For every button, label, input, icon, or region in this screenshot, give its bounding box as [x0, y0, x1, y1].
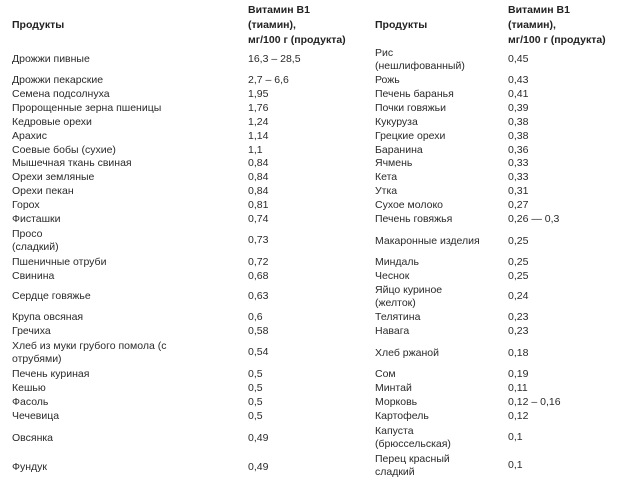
left-vitamin-value: 0,49 — [248, 432, 269, 444]
product-name-line: Кедровые орехи — [12, 116, 92, 128]
left-product-name — [12, 290, 91, 303]
product-name-line: Пшеничные отруби — [12, 256, 107, 268]
left-vitamin-value: 0,49 — [248, 461, 269, 473]
left-vitamin-value: 0,63 — [248, 290, 269, 302]
product-name-line: Дрожжи пекарские — [12, 74, 104, 86]
right-product-name — [375, 47, 465, 73]
right-vitamin-value: 0,39 — [508, 102, 529, 114]
right-product-name — [375, 410, 429, 423]
left-product-name — [12, 461, 47, 474]
right-product-name — [375, 425, 451, 451]
right-vitamin-value: 0,27 — [508, 199, 529, 211]
left-product-name — [12, 368, 89, 381]
product-name-line: Пророщенные зерна пшеницы — [12, 102, 162, 114]
product-name-line: Печень куриная — [12, 368, 90, 380]
left-products-header: Продукты — [12, 19, 65, 31]
right-vitamin-value: 0,18 — [508, 347, 529, 359]
product-name-line: Рожь — [375, 74, 400, 86]
right-product-name — [375, 74, 400, 87]
product-name-line: Грецкие орехи — [375, 130, 446, 142]
product-name-line: Арахис — [12, 130, 48, 142]
right-product-name — [375, 256, 419, 269]
left-vitamin-value: 0,54 — [248, 346, 269, 358]
left-vitamin-value: 0,5 — [248, 368, 263, 380]
right-product-name — [375, 453, 450, 479]
product-name-line: Миндаль — [375, 256, 419, 268]
product-name-line: Картофель — [375, 410, 429, 422]
left-product-name — [12, 270, 54, 283]
right-product-name — [375, 270, 409, 283]
product-name-line: Навага — [375, 325, 410, 337]
product-name-line: Чеснок — [375, 270, 410, 282]
left-vitamin-value: 1,1 — [248, 144, 263, 156]
product-name-line: Фундук — [12, 461, 48, 473]
left-product-name — [12, 116, 92, 129]
right-product-name — [375, 311, 420, 324]
left-product-name — [12, 130, 47, 143]
left-product-name — [12, 228, 59, 254]
right-product-name — [375, 130, 445, 143]
left-vitamin-value: 1,95 — [248, 88, 269, 100]
right-product-name — [375, 185, 397, 198]
right-product-name — [375, 368, 396, 381]
product-name-line: Чечевица — [12, 410, 60, 422]
right-vitamin-value: 0,38 — [508, 130, 529, 142]
product-name-line: Горох — [12, 199, 40, 211]
right-product-name — [375, 171, 397, 184]
product-name-line: Орехи земляные — [12, 171, 95, 183]
left-vitamin-value: 0,84 — [248, 171, 269, 183]
right-vitamin-value: 0,23 — [508, 325, 529, 337]
left-vitamin-value: 1,76 — [248, 102, 269, 114]
product-name-line: Ячмень — [375, 157, 413, 169]
right-vitamin-value: 0,24 — [508, 290, 529, 302]
left-product-name — [12, 144, 116, 157]
product-name-line: Сухое молоко — [375, 199, 444, 211]
right-vitamin-value: 0,12 — [508, 410, 529, 422]
product-name-line: Свинина — [12, 270, 55, 282]
left-product-name — [12, 410, 59, 423]
product-name-line: Хлеб из муки грубого помола (с — [12, 340, 167, 352]
left-product-name — [12, 340, 166, 366]
left-product-name — [12, 382, 46, 395]
product-name-line: Макаронные изделия — [375, 235, 480, 247]
right-product-name — [375, 116, 418, 129]
left-vitamin-value: 16,3 – 28,5 — [248, 53, 301, 65]
left-product-name — [12, 311, 83, 324]
product-name-line: Морковь — [375, 396, 418, 408]
right-product-name — [375, 235, 480, 248]
right-vitamin-value: 0,41 — [508, 88, 529, 100]
right-vitamin-value: 0,33 — [508, 157, 529, 169]
right-vitamin-value: 0,26 — 0,3 — [508, 213, 560, 225]
right-vitamin-value: 0,25 — [508, 235, 529, 247]
product-name-line: Кета — [375, 171, 398, 183]
product-name-line: Соевые бобы (сухие) — [12, 144, 116, 156]
left-product-name — [12, 53, 90, 66]
right-vitamin-value: 0,43 — [508, 74, 529, 86]
left-vitamin-value: 0,84 — [248, 185, 269, 197]
left-vitamin-value: 0,58 — [248, 325, 269, 337]
product-name-line: Фасоль — [12, 396, 49, 408]
right-vitamin-value: 0,36 — [508, 144, 529, 156]
right-product-name — [375, 382, 412, 395]
right-vitamin-value: 0,25 — [508, 256, 529, 268]
left-vitamin-value: 0,5 — [248, 396, 263, 408]
product-name-line: Сердце говяжье — [12, 290, 91, 302]
product-name-line: Баранина — [375, 144, 423, 156]
left-product-name — [12, 213, 61, 226]
product-name-line: Хлеб ржаной — [375, 347, 439, 359]
right-vitamin-value: 0,19 — [508, 368, 529, 380]
product-name-line: Крупа овсяная — [12, 311, 84, 323]
product-name-line: отрубями) — [12, 353, 62, 365]
left-vitamin-value: 0,74 — [248, 213, 269, 225]
left-product-name — [12, 74, 103, 87]
left-product-name — [12, 199, 40, 212]
product-name-line: Перец красный — [375, 453, 450, 465]
left-vitamin-value: 1,24 — [248, 116, 269, 128]
product-name-line: Капуста — [375, 425, 414, 437]
product-name-line: Гречиха — [12, 325, 51, 337]
product-name-line: (сладкий) — [12, 241, 59, 253]
right-products-header: Продукты — [375, 19, 428, 31]
right-vitamin-header: Витамин В1 (тиамин), мг/100 г (продукта) — [508, 4, 606, 46]
product-name-line: Мышечная ткань свиная — [12, 157, 132, 169]
right-product-name — [375, 199, 443, 212]
right-product-name — [375, 144, 423, 157]
right-product-name — [375, 213, 452, 226]
left-product-name — [12, 102, 161, 115]
right-vitamin-value: 0,11 — [508, 382, 528, 394]
left-product-name — [12, 88, 110, 101]
right-vitamin-value: 0,25 — [508, 270, 529, 282]
left-product-name — [12, 325, 51, 338]
product-name-line: Кукуруза — [375, 116, 418, 128]
left-vitamin-value: 0,5 — [248, 382, 263, 394]
product-name-line: Утка — [375, 185, 398, 197]
product-name-line: Яйцо куриное — [375, 284, 443, 296]
product-name-line: Телятина — [375, 311, 421, 323]
right-vitamin-value: 0,31 — [508, 185, 529, 197]
product-name-line: Орехи пекан — [12, 185, 74, 197]
product-name-line: Фисташки — [12, 213, 61, 225]
product-name-line: (нешлифованный) — [375, 60, 465, 72]
right-vitamin-value: 0,38 — [508, 116, 529, 128]
product-name-line: (брюссельская) — [375, 438, 451, 450]
right-vitamin-value: 0,1 — [508, 431, 523, 443]
right-product-name — [375, 102, 446, 115]
left-vitamin-value: 0,5 — [248, 410, 263, 422]
right-product-name — [375, 88, 454, 101]
product-name-line: сладкий — [375, 466, 415, 478]
left-vitamin-value: 0,68 — [248, 270, 269, 282]
left-vitamin-value: 0,6 — [248, 311, 263, 323]
product-name-line: Овсянка — [12, 432, 54, 444]
left-product-name — [12, 432, 53, 445]
right-vitamin-value: 0,12 – 0,16 — [508, 396, 561, 408]
right-product-name — [375, 396, 417, 409]
left-vitamin-value: 0,73 — [248, 234, 269, 246]
left-vitamin-value: 0,84 — [248, 157, 269, 169]
right-vitamin-value: 0,33 — [508, 171, 529, 183]
right-product-name — [375, 284, 442, 310]
right-product-name — [375, 347, 439, 360]
product-name-line: Печень баранья — [375, 88, 454, 100]
product-name-line: Минтай — [375, 382, 412, 394]
product-name-line: (желток) — [375, 297, 416, 309]
product-name-line: Сом — [375, 368, 396, 380]
product-name-line: Дрожжи пивные — [12, 53, 90, 65]
left-vitamin-value: 2,7 – 6,6 — [248, 74, 289, 86]
left-product-name — [12, 185, 74, 198]
left-vitamin-value: 0,72 — [248, 256, 269, 268]
product-name-line: Семена подсолнуха — [12, 88, 110, 100]
left-vitamin-header: Витамин В1 (тиамин), мг/100 г (продукта) — [248, 4, 346, 46]
product-name-line: Почки говяжьи — [375, 102, 446, 114]
right-vitamin-value: 0,23 — [508, 311, 529, 323]
product-name-line: Кешью — [12, 382, 46, 394]
right-product-name — [375, 157, 412, 170]
product-name-line: Печень говяжья — [375, 213, 453, 225]
left-vitamin-value: 0,81 — [248, 199, 269, 211]
left-product-name — [12, 157, 132, 170]
right-vitamin-value: 0,1 — [508, 459, 523, 471]
left-product-name — [12, 256, 106, 269]
right-product-name — [375, 325, 409, 338]
left-product-name — [12, 171, 94, 184]
product-name-line: Просо — [12, 228, 43, 240]
left-vitamin-value: 1,14 — [248, 130, 269, 142]
right-vitamin-value: 0,45 — [508, 53, 529, 65]
left-product-name — [12, 396, 48, 409]
product-name-line: Рис — [375, 47, 394, 59]
